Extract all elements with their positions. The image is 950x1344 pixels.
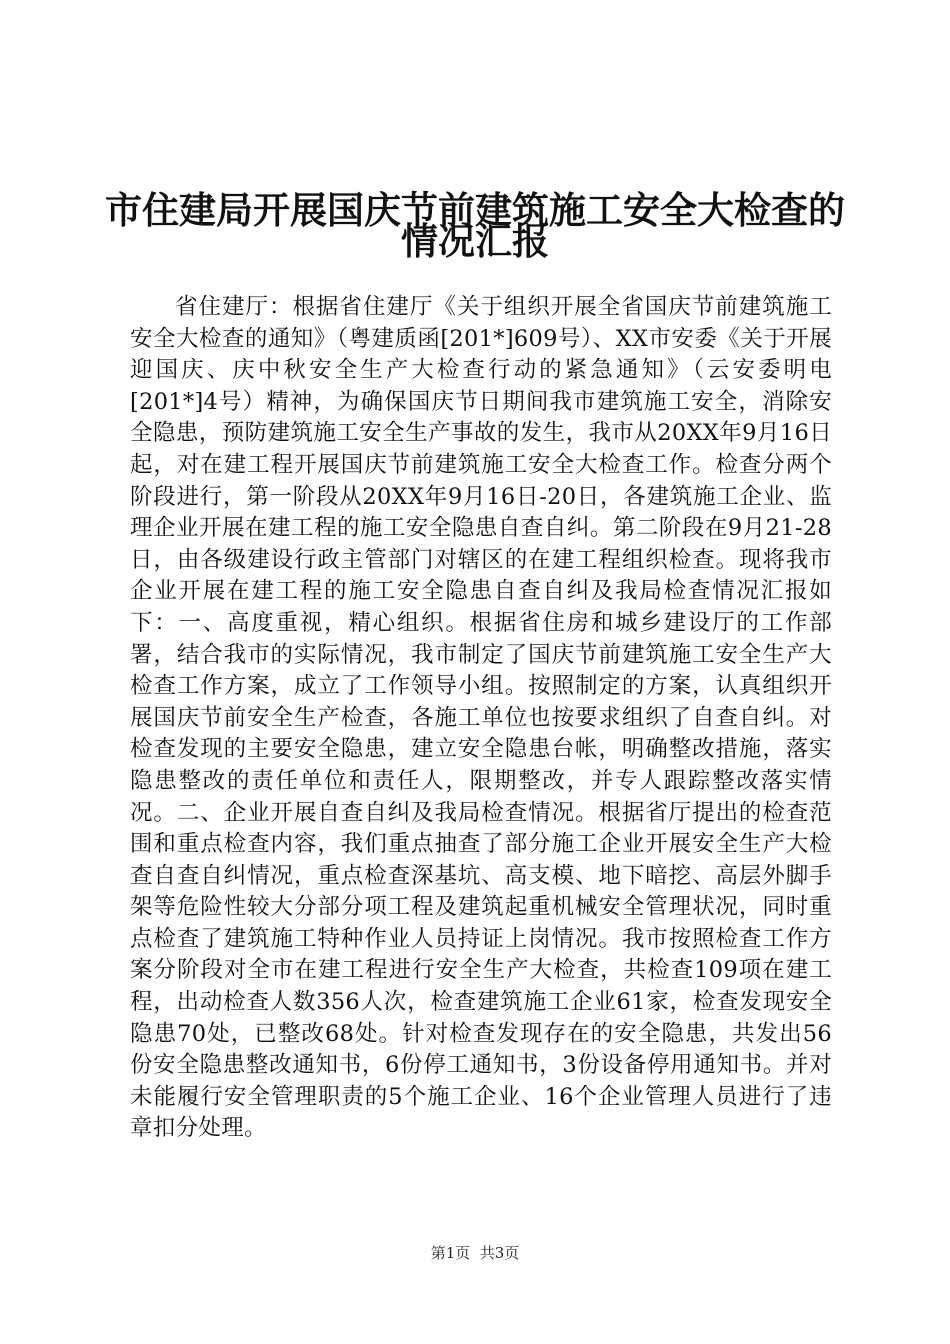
page-footer [0, 1243, 950, 1263]
page-number-label: 第1页 共3页 [430, 1244, 520, 1262]
document-title-line-2: 情况汇报 [401, 219, 549, 263]
document-title-line-1: 市住建局开展国庆节前建筑施工安全大检查的 [105, 188, 845, 232]
document-body-paragraph: 省住建厅：根据省住建厅《关于组织开展全省国庆节前建筑施工安全大检查的通知》（粤建质函[201*]609号）、XX市安委《关于开展迎国庆、庆中秋安全生产大检查行动的紧急通知》（云安委明电[201*]4号）精神，为确保国庆节日期间我市建筑施工安全，消除安全隐患，预防建筑施工安全生产事故的发生，我市从20XX年9月16日起，对在建工程开展国庆节前建筑施工安全大检查工作。检查分两个阶段进行，第一阶段从20XX年9月16日-20日，各建筑施工企业、监理企业开展在建工程的施工安全隐患自查自纠。第二阶段在9月21-28日，由各级建设行政主管部门对辖区的在建工程组织检查。现将我市企业开展在建工程的施工安全隐患自查自纠及我局检查情况汇报如下：一、高度重视，精心组织。根据省住房和城乡建设厅的工作部署，结合我市的实际情况，我市制定了国庆节前建筑施工安全生产大检查工作方案，成立了工作领导小组。按照制定的方案，认真组织开展国庆节前安全生产检查，各施工单位也按要求组织了自查自纠。对检查发现的主要安全隐患，建立安全隐患台帐，明确整改措施，落实隐患整改的责任单位和责任人，限期整改，并专人跟踪整改落实情况。二、企业开展自查自纠及我局检查情况。根据省厅提出的检查范围和重点检查内容，我们重点抽查了部分施工企业开展安全生产大检查自查自纠情况，重点检查深基坑、高支模、地下暗挖、高层外脚手架等危险性较大分部分项工程及建筑起重机械安全管理状况，同时重点检查了建筑施工特种作业人员持证上岗情况。我市按照检查工作方案分阶段对全市在建工程进行安全生产大检查，共检查109项在建工程，出动检查人数356人次，检查建筑施工企业61家，检查发现安全隐患70处，已整改68处。针对检查发现存在的安全隐患，共发出56份安全隐患整改通知书，6份停工通知书，3份设备停用通知书。并对未能履行安全管理职责的5个施工企业、16个企业管理人员进行了违章扣分处理。 [130, 294, 832, 1142]
